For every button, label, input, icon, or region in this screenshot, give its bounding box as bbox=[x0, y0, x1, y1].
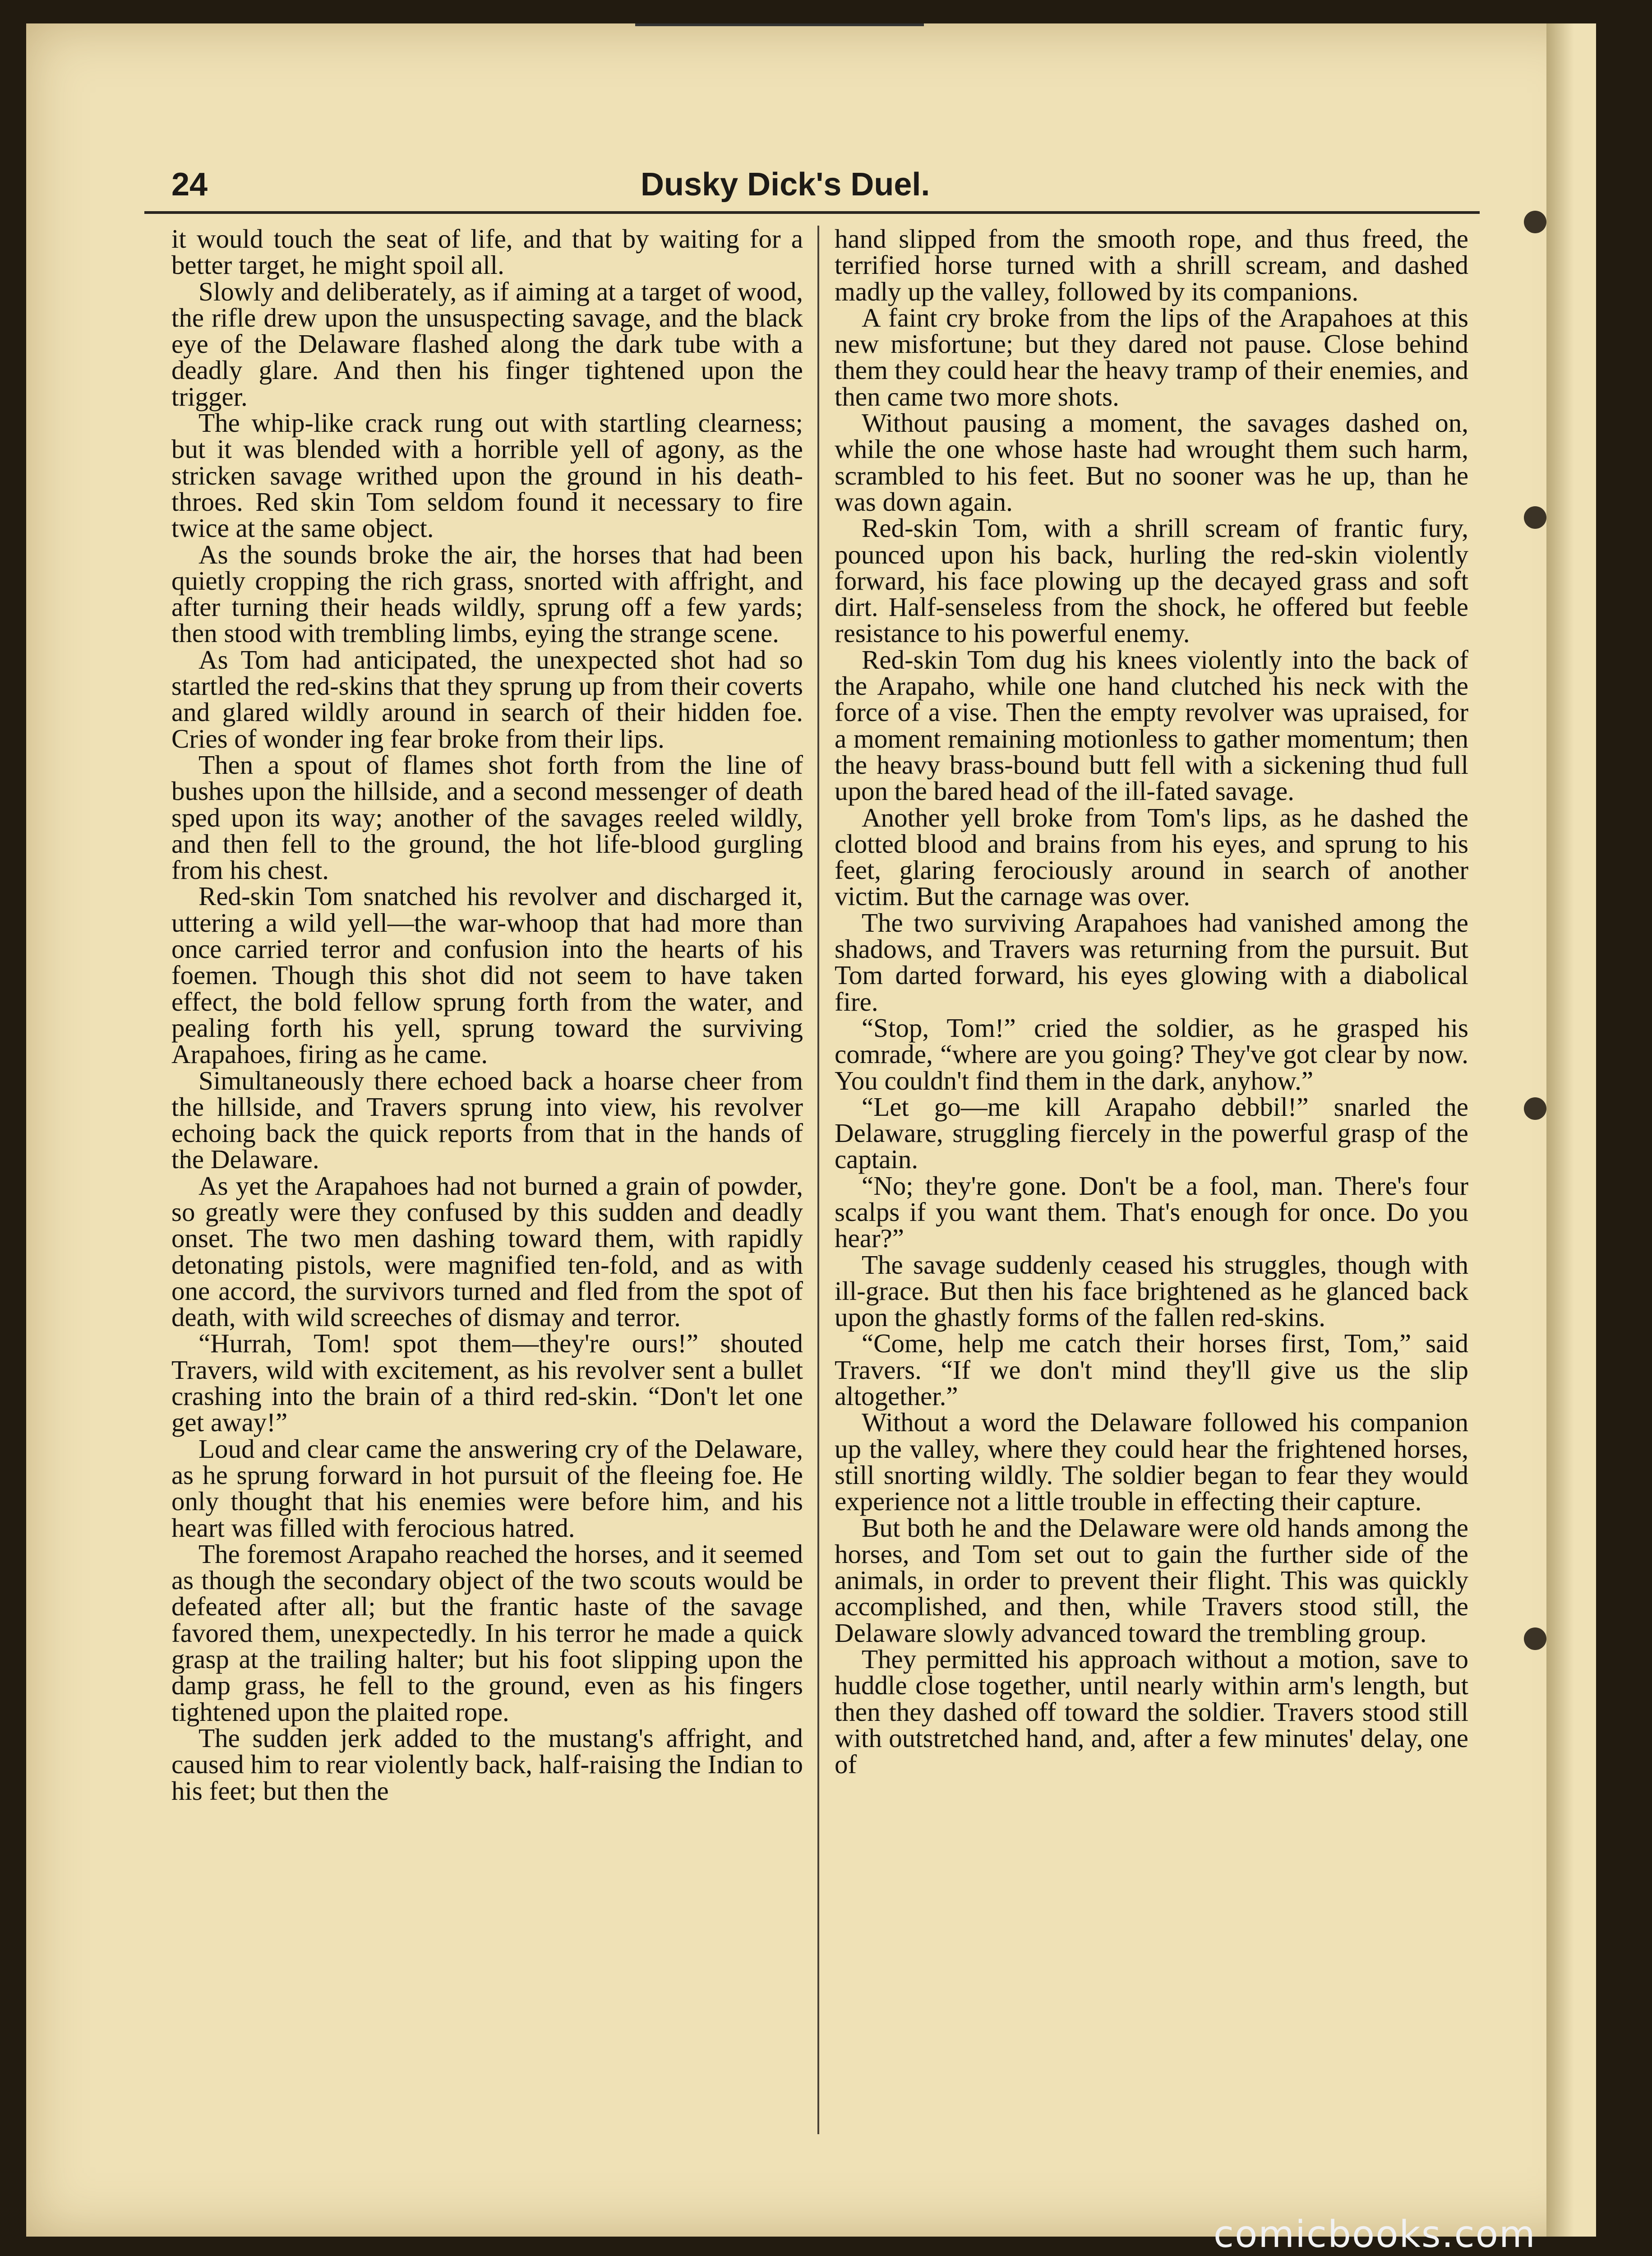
right-column bbox=[835, 226, 1468, 2148]
paragraph: A faint cry broke from the lips of the Arapahoes at this new misfortune; but they dared not pause. Close behind them they could hear the heavy tramp of their enemies, and then came two more shots. bbox=[835, 302, 1468, 411]
header-rule bbox=[144, 211, 1480, 214]
paragraph: Red-skin Tom, with a shrill scream of frantic fury, pounced upon his back, hurling the red-skin violently forward, his face plowing up the decayed grass and soft dirt. Half-senseless from the shock, he offered but feeble resistance to his powerful enemy. bbox=[835, 513, 1468, 648]
page-edge-shadow bbox=[1546, 23, 1596, 2237]
paragraph: it would touch the seat of life, and that by waiting for a better target, he might spoil all. bbox=[171, 226, 803, 280]
paragraph: Then a spout of flames shot forth from the line of bushes upon the hillside, and a second messenger of death sped upon its way; another of the savages reeled wildly, and then fell to the ground, the hot life-blood gurgling from his chest. bbox=[171, 749, 803, 885]
column-divider bbox=[817, 226, 819, 2134]
paragraph: As yet the Arapahoes had not burned a grain of powder, so greatly were they confused by this sudden and deadly onset. The two men dashing toward them, with rapidly detonating pistols, were magnified ten-fold, and as with one accord, the survivors turned and fled from the spot of death, with wild screeches of dismay and terror. bbox=[171, 1170, 803, 1332]
paragraph: Loud and clear came the answering cry of the Delaware, as he sprung forward in hot pursuit of the fleeing foe. He only thought that his enemies were before him, and his heart was filled with ferocious hatred. bbox=[171, 1433, 803, 1543]
paragraph: “Come, help me catch their horses first, Tom,” said Travers. “If we don't mind they'll give us the slip altogether.” bbox=[835, 1328, 1468, 1411]
paragraph: Without pausing a moment, the savages dashed on, while the one whose haste had wrought them such harm, scrambled to his feet. But no sooner was he up, than he was down again. bbox=[835, 408, 1468, 517]
paragraph: Slowly and deliberately, as if aiming at a target of wood, the rifle drew upon the unsuspecting savage, and the black eye of the Delaware flashed along the dark tube with a deadly glare. And then his finger tightened upon the trigger. bbox=[171, 276, 803, 411]
paragraph: hand slipped from the smooth rope, and thus freed, the terrified horse turned with a shrill scream, and dashed madly up the valley, followed by its companions. bbox=[835, 226, 1468, 306]
binding-hole-icon bbox=[1524, 1097, 1546, 1120]
paragraph: The two surviving Arapahoes had vanished among the shadows, and Travers was returning from the pursuit. But Tom darted forward, his eyes glowing with a diabolical fire. bbox=[835, 907, 1468, 1017]
binding-hole-icon bbox=[1524, 1627, 1546, 1650]
top-rule bbox=[635, 23, 924, 26]
paragraph: As the sounds broke the air, the horses that had been quietly cropping the rich grass, snorted with affright, and after turning their heads wildly, sprung off a few yards; then stood with trembling limbs, eying the strange scene. bbox=[171, 539, 803, 648]
running-title: Dusky Dick's Duel. bbox=[641, 166, 930, 203]
paragraph: Simultaneously there echoed back a hoarse cheer from the hillside, and Travers sprung into view, his revolver echoing back the quick reports from that in the hands of the Delaware. bbox=[171, 1065, 803, 1174]
watermark: comicbooks.com bbox=[1214, 2213, 1536, 2256]
paragraph: “Stop, Tom!” cried the soldier, as he grasped his comrade, “where are you going? They've got clear by now. You couldn't find them in the dark, anyhow.” bbox=[835, 1012, 1468, 1096]
paragraph: The sudden jerk added to the mustang's affright, and caused him to rear violently back, half-raising the Indian to his feet; but then the bbox=[171, 1723, 803, 1806]
paragraph: But both he and the Delaware were old hands among the horses, and Tom set out to gain the further side of the animals, in order to prevent their flight. This was quickly accomplished, and then, while Travers stood still, the Delaware slowly advanced toward the trembling group. bbox=[835, 1512, 1468, 1648]
paragraph: Red-skin Tom dug his knees violently into the back of the Arapaho, while one hand clutched his neck with the force of a vise. Then the empty revolver was upraised, for a moment remaining motionless to gather momentum; then the heavy brass-bound butt fell with a sickening thud full upon the bared head of the ill-fated savage. bbox=[835, 644, 1468, 806]
paragraph: Another yell broke from Tom's lips, as he dashed the clotted blood and brains from his eyes, and sprung to his feet, glaring ferociously around in search of another victim. But the carnage was over. bbox=[835, 802, 1468, 911]
paragraph: “Hurrah, Tom! spot them—they're ours!” shouted Travers, wild with excitement, as his revolver sent a bullet crashing into the brain of a third red-skin. “Don't let one get away!” bbox=[171, 1328, 803, 1438]
paragraph: As Tom had anticipated, the unexpected shot had so startled the red-skins that they sprung up from their coverts and glared wildly around in search of their hidden foe. Cries of wonder ing fear broke from their lips. bbox=[171, 644, 803, 754]
paragraph: The whip-like crack rung out with startling clearness; but it was blended with a horrible yell of agony, as the stricken savage writhed upon the ground in his death-throes. Red skin Tom seldom found it necessary to fire twice at the same object. bbox=[171, 408, 803, 543]
binding-hole-icon bbox=[1524, 211, 1546, 233]
page-header bbox=[144, 143, 1480, 216]
left-column bbox=[171, 226, 803, 2148]
paragraph: The foremost Arapaho reached the horses, and it seemed as though the secondary object of the two scouts would be defeated after all; but the frantic haste of the savage favored them, unexpectedly. In his terror he made a quick grasp at the trailing halter; but his foot slipping upon the damp grass, he fell to the ground, even as his fingers tightened upon the plaited rope. bbox=[171, 1539, 803, 1727]
paragraph: “No; they're gone. Don't be a fool, man. There's four scalps if you want them. That's enough for once. Do you hear?” bbox=[835, 1170, 1468, 1253]
binding-hole-icon bbox=[1524, 506, 1546, 529]
paragraph: They permitted his approach without a motion, save to huddle close together, until nearly within arm's length, but then they dashed off toward the soldier. Travers stood still with outstretched hand, and, after a few minutes' delay, one of bbox=[835, 1644, 1468, 1780]
paragraph: Without a word the Delaware followed his companion up the valley, where they could hear the frightened horses, still snorting wildly. The soldier began to fear they would experience not a little trouble in effecting their capture. bbox=[835, 1407, 1468, 1516]
paragraph: Red-skin Tom snatched his revolver and discharged it, uttering a wild yell—the war-whoop that had more than once carried terror and confusion into the hearts of his foemen. Though this shot did not seem to have taken effect, the bold fellow sprung forth from the water, and pealing forth his yell, sprung toward the surviving Arapahoes, firing as he came. bbox=[171, 881, 803, 1069]
page-number: 24 bbox=[171, 166, 208, 203]
paragraph: The savage suddenly ceased his struggles, though with ill-grace. But then his face brightened as he glanced back upon the ghastly forms of the fallen red-skins. bbox=[835, 1249, 1468, 1332]
paragraph: “Let go—me kill Arapaho debbil!” snarled the Delaware, struggling fiercely in the powerful grasp of the captain. bbox=[835, 1091, 1468, 1174]
